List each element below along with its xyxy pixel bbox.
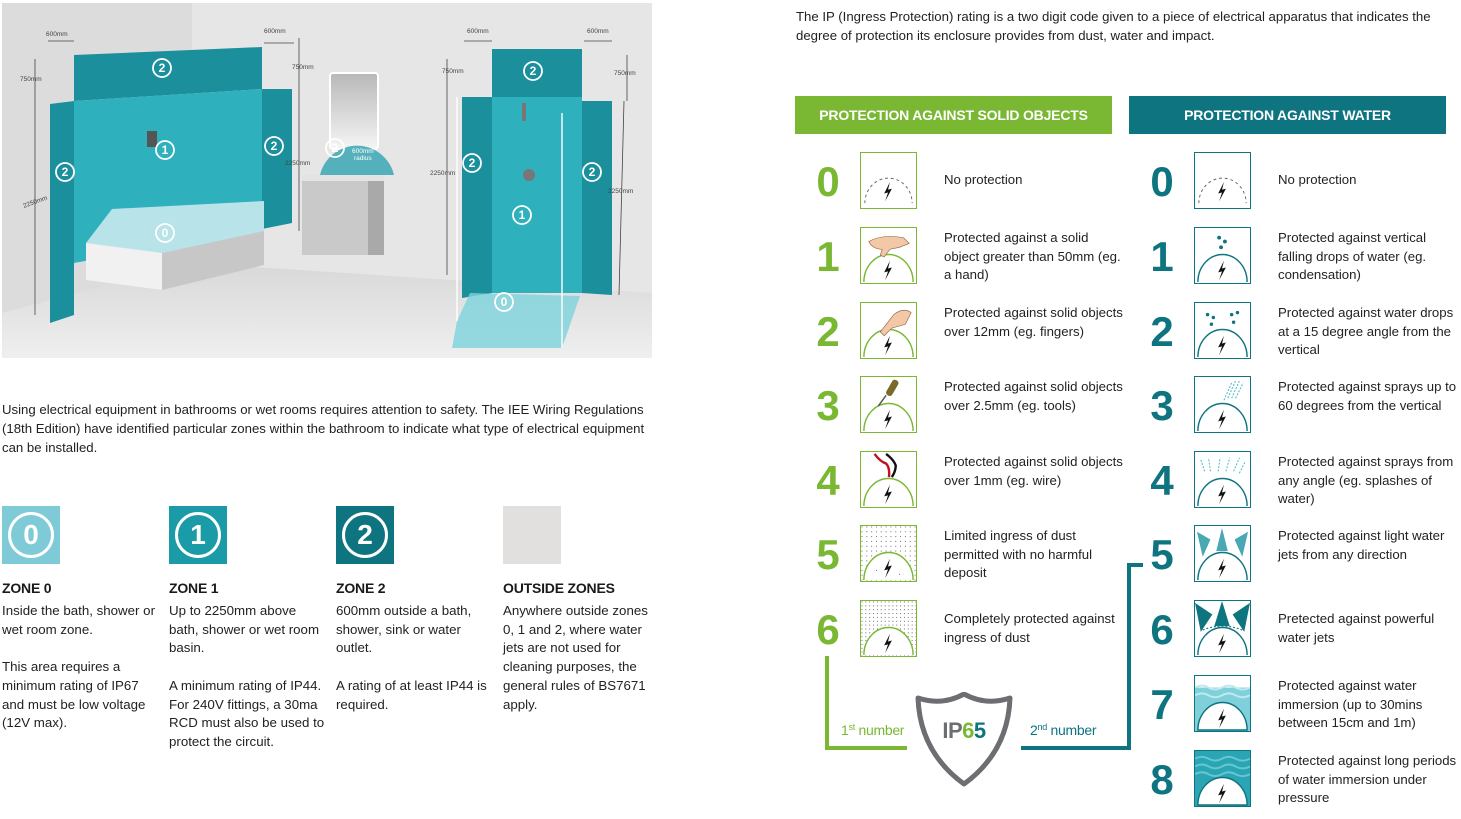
svg-text:0: 0 [161, 226, 169, 240]
svg-text:2: 2 [270, 139, 278, 153]
rating-digit: 5 [1150, 531, 1174, 578]
rating-description: Protected against water drops at a 15 degree angle from the vertical [1278, 305, 1454, 358]
no-protection-icon [860, 152, 917, 209]
zone-desc-line: A minimum rating of IP44. For 240V fittings, a 30ma RCD must also be used to protect the circuit. [169, 677, 325, 749]
solid-objects-header: PROTECTION AGAINST SOLID OBJECTS [795, 96, 1112, 134]
zone-desc-line: This area requires a minimum rating of IP67 and must be low voltage (12V max). [2, 659, 146, 731]
deep-immersion-icon [1194, 750, 1251, 807]
rating-digit: 3 [1150, 382, 1174, 429]
rating-digit: 0 [816, 158, 840, 205]
svg-text:2: 2 [158, 61, 166, 75]
svg-text:2: 2 [468, 156, 476, 170]
rating-description: No protection [944, 172, 1023, 187]
svg-text:600mm: 600mm [587, 28, 609, 35]
hand-icon [860, 227, 917, 284]
zone-title: ZONE 2 [336, 580, 386, 596]
svg-text:2250mm: 2250mm [430, 170, 456, 177]
svg-text:radius: radius [354, 155, 372, 162]
svg-text:1: 1 [518, 208, 526, 222]
second-digit-bracket [1021, 746, 1131, 750]
zone-2-icon: 2 [342, 512, 388, 558]
zone-1-legend [169, 506, 329, 752]
zone-desc-line: A rating of at least IP44 is required. [336, 677, 487, 712]
dust-limited-icon [860, 525, 917, 582]
zone-0-legend [2, 506, 162, 733]
svg-text:600mm: 600mm [352, 148, 374, 155]
zone-desc-line: 600mm outside a bath, shower, sink or water outlet. [336, 603, 472, 656]
svg-text:600mm: 600mm [264, 28, 286, 35]
svg-text:2250mm: 2250mm [22, 194, 49, 210]
rating-description: Protected against solid objects over 1mm (eg. wire) [944, 454, 1123, 488]
svg-text:2: 2 [331, 141, 339, 155]
zone-desc-line: Inside the bath, shower or wet room zone. [2, 603, 156, 637]
vertical-drops-icon [1194, 227, 1251, 284]
second-digit-bracket [1127, 563, 1143, 567]
svg-text:1: 1 [161, 143, 169, 157]
rating-description: Protected against solid objects over 12mm (eg. fingers) [944, 305, 1123, 339]
outside-zones-swatch [503, 506, 561, 564]
immersion-icon [1194, 675, 1251, 732]
zone-description [2, 602, 162, 733]
second-digit-bracket [1127, 563, 1131, 750]
svg-text:2: 2 [588, 165, 596, 179]
powerful-jets-icon [1194, 600, 1251, 657]
zone-description [169, 602, 329, 752]
zone-0-icon: 0 [8, 512, 54, 558]
rating-digit: 3 [816, 382, 840, 429]
zone-desc-line: Anywhere outside zones 0, 1 and 2, where water jets are not used for cleaning purposes, the general rules of BS7671 apply. [503, 603, 648, 712]
zone-title: ZONE 1 [169, 580, 219, 596]
zone-1-icon: 1 [175, 512, 221, 558]
rating-digit: 6 [816, 606, 840, 653]
rating-description: Limited ingress of dust permitted with no harmful deposit [944, 528, 1093, 581]
svg-text:750mm: 750mm [442, 68, 464, 75]
zone-description [336, 602, 496, 714]
svg-text:2250mm: 2250mm [608, 188, 634, 195]
rating-digit: 1 [816, 233, 840, 280]
svg-text:2250mm: 2250mm [285, 160, 311, 167]
rating-description: Protected against water immersion (up to 30mins between 15cm and 1m) [1278, 678, 1423, 731]
svg-text:2: 2 [529, 64, 537, 78]
rating-description: Protected against sprays from any angle (eg. splashes of water) [1278, 454, 1454, 507]
svg-text:600mm: 600mm [467, 28, 489, 35]
rating-digit: 5 [816, 531, 840, 578]
rating-description: No protection [1278, 172, 1357, 187]
rating-digit: 7 [1150, 681, 1174, 728]
rating-digit: 6 [1150, 606, 1174, 653]
second-number-label: 2nd number [1030, 722, 1097, 738]
zone-desc-line: Up to 2250mm above bath, shower or wet room basin. [169, 603, 320, 656]
dim-label: 600mm [46, 31, 68, 38]
finger-icon [860, 302, 917, 359]
svg-text:750mm: 750mm [20, 76, 42, 83]
ip-intro-paragraph: The IP (Ingress Protection) rating is a two digit code given to a piece of electrical apparatus that indicates the degree of protection its enclosure provides from dust, water and impact. [796, 9, 1431, 43]
rating-description: Protected against vertical falling drops of water (eg. condensation) [1278, 230, 1427, 283]
zone-0-swatch [2, 506, 60, 564]
first-digit-bracket [825, 746, 907, 750]
rating-digit: 2 [816, 308, 840, 355]
svg-text:2: 2 [61, 165, 69, 179]
rating-description: Pretected against powerful water jets [1278, 611, 1435, 645]
rating-digit: 2 [1150, 308, 1174, 355]
first-digit-bracket [825, 656, 829, 750]
light-jets-icon [1194, 525, 1251, 582]
zone-title: ZONE 0 [2, 580, 52, 596]
water-header: PROTECTION AGAINST WATER [1129, 96, 1446, 134]
rating-description: Protected against light water jets from any direction [1278, 528, 1445, 562]
wire-icon [860, 451, 917, 508]
first-number-label: 1st number [841, 722, 905, 738]
zone-1-swatch [169, 506, 227, 564]
screwdriver-icon [860, 376, 917, 433]
rating-description: Protected against sprays up to 60 degrees from the vertical [1278, 379, 1457, 413]
rating-description: Protected against solid objects over 2.5mm (eg. tools) [944, 379, 1123, 413]
ip65-example: IP65 [942, 718, 986, 743]
spray-60-icon [1194, 376, 1251, 433]
outside-zones-legend [503, 506, 658, 714]
zone-title: OUTSIDE ZONES [503, 580, 615, 596]
bathroom-scene [2, 3, 652, 358]
no-protection-icon [1194, 152, 1251, 209]
intro-paragraph: Using electrical equipment in bathrooms or wet rooms requires attention to safety. The IEE Wiring Regulations (18th Edition) have identified particular zones within the bathroom to indicate what type of electrical equipment can be installed. [2, 402, 645, 455]
angled-drops-icon [1194, 302, 1251, 359]
zone-description [503, 602, 658, 714]
rating-digit: 4 [1150, 457, 1174, 504]
zone-2-swatch [336, 506, 394, 564]
zone-2-legend [336, 506, 496, 714]
rating-description: Protected against a solid object greater than 50mm (eg. a hand) [944, 230, 1121, 283]
rating-description: Protected against long periods of water immersion under pressure [1278, 753, 1457, 806]
rating-description: Completely protected against ingress of dust [944, 611, 1115, 645]
bathroom-zones-illustration [2, 3, 652, 358]
rating-digit: 1 [1150, 233, 1174, 280]
svg-text:750mm: 750mm [614, 70, 636, 77]
svg-text:0: 0 [500, 295, 508, 309]
svg-text:750mm: 750mm [292, 64, 314, 71]
spray-any-angle-icon [1194, 451, 1251, 508]
rating-digit: 8 [1150, 756, 1174, 803]
rating-digit: 4 [816, 457, 840, 504]
dust-tight-icon [860, 600, 917, 657]
rating-digit: 0 [1150, 158, 1174, 205]
